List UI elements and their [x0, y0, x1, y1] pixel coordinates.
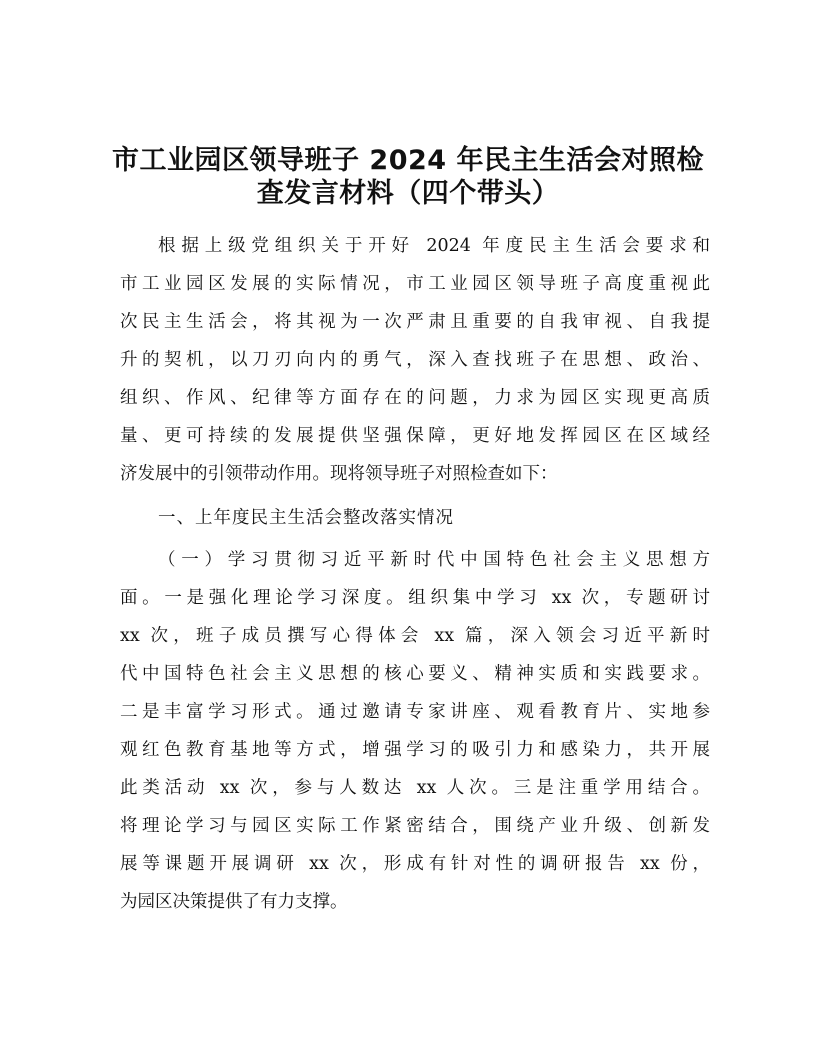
document-title-line-2: 查发言材料（四个带头） [256, 178, 560, 209]
subsection-paragraph-line: （一）学习贯彻习近平新时代中国特色社会主义思想方 [158, 550, 710, 570]
subsection-paragraph-line: xx 次，班子成员撰写心得体会 xx 篇，深入领会习近平新时 [120, 626, 710, 646]
intro-paragraph-line: 市工业园区发展的实际情况，市工业园区领导班子高度重视此 [120, 274, 710, 294]
document-title-line-1: 市工业园区领导班子 2024 年民主生活会对照检 [112, 145, 704, 176]
intro-paragraph-line: 组织、作风、纪律等方面存在的问题，力求为园区实现更高质 [120, 388, 710, 408]
subsection-paragraph-line: 展等课题开展调研 xx 次，形成有针对性的调研报告 xx 份， [120, 854, 710, 874]
section-heading: 一、上年度民主生活会整改落实情况 [158, 508, 454, 528]
subsection-paragraph-line: 为园区决策提供了有力支撑。 [120, 892, 348, 912]
intro-paragraph-line: 升的契机，以刀刃向内的勇气，深入查找班子在思想、政治、 [120, 350, 710, 370]
subsection-paragraph-line: 将理论学习与园区实际工作紧密结合，围绕产业升级、创新发 [120, 816, 710, 836]
subsection-paragraph-line: 代中国特色社会主义思想的核心要义、精神实质和实践要求。 [120, 664, 710, 684]
subsection-paragraph-line: 面。一是强化理论学习深度。组织集中学习 xx 次，专题研讨 [120, 588, 710, 608]
subsection-paragraph-line: 二是丰富学习形式。通过邀请专家讲座、观看教育片、实地参 [120, 702, 710, 722]
intro-paragraph-line: 量、更可持续的发展提供坚强保障，更好地发挥园区在区域经 [120, 426, 710, 446]
intro-paragraph-line: 济发展中的引领带动作用。现将领导班子对照检查如下： [120, 464, 558, 484]
subsection-paragraph-line: 观红色教育基地等方式，增强学习的吸引力和感染力，共开展 [120, 740, 710, 760]
intro-paragraph-line: 次民主生活会，将其视为一次严肃且重要的自我审视、自我提 [120, 312, 710, 332]
subsection-paragraph-line: 此类活动 xx 次，参与人数达 xx 人次。三是注重学用结合。 [120, 778, 710, 798]
intro-paragraph-line: 根据上级党组织关于开好 2024 年度民主生活会要求和 [158, 236, 710, 256]
